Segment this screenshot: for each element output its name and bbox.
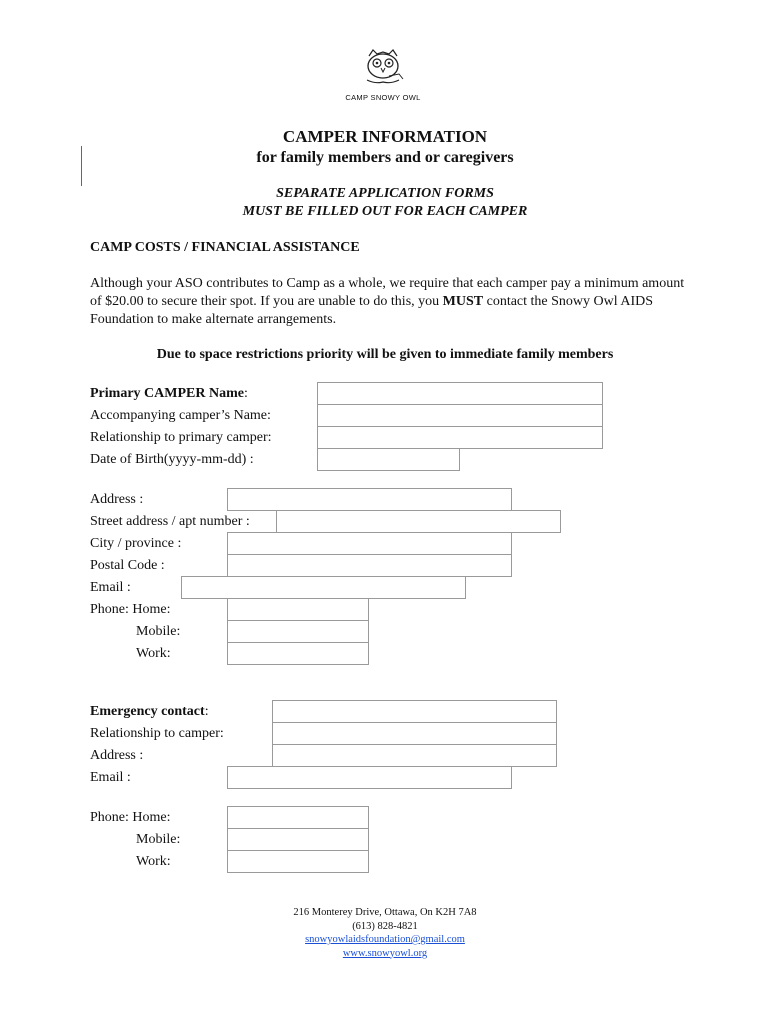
logo-caption: CAMP SNOWY OWL xyxy=(345,93,421,102)
emergency-email-label: Email : xyxy=(90,770,131,785)
primary-camper-label xyxy=(90,385,248,403)
emergency-address-label: Address : xyxy=(90,748,144,763)
emergency-phone-home-field[interactable] xyxy=(227,806,369,829)
costs-paragraph-emphasis: MUST xyxy=(442,294,484,309)
notice-line-2: MUST BE FILLED OUT FOR EACH CAMPER xyxy=(242,204,528,219)
page-subtitle: for family members and or caregivers xyxy=(256,149,514,166)
costs-paragraph xyxy=(90,275,690,329)
primary-camper-label-colon: : xyxy=(243,386,248,401)
city-label: City / province : xyxy=(90,536,182,551)
owl-logo-icon xyxy=(345,46,421,92)
emergency-relationship-label: Relationship to camper: xyxy=(90,726,224,741)
dob-label: Date of Birth(yyyy-mm-dd) : xyxy=(90,452,254,467)
emergency-contact-label-text: Emergency contact xyxy=(90,704,205,719)
emergency-phone-mobile-field[interactable] xyxy=(227,828,369,851)
email-label: Email : xyxy=(90,580,131,595)
costs-heading: CAMP COSTS / FINANCIAL ASSISTANCE xyxy=(90,240,360,255)
postal-label: Postal Code : xyxy=(90,558,165,573)
footer-phone: (613) 828-4821 xyxy=(352,920,418,932)
relationship-field[interactable] xyxy=(317,426,603,449)
street-field[interactable] xyxy=(276,510,561,533)
footer-address: 216 Monterey Drive, Ottawa, On K2H 7A8 xyxy=(293,907,477,918)
emergency-phone-home-label: Phone: Home: xyxy=(90,810,171,825)
emergency-phone-work-field[interactable] xyxy=(227,850,369,873)
phone-home-field[interactable] xyxy=(227,598,369,621)
footer-website-link[interactable]: www.snowyowl.org xyxy=(342,947,428,959)
costs-paragraph-part2: contact the Snowy Owl AIDS Foundation to make alternate arrangements. xyxy=(90,294,654,327)
relationship-label: Relationship to primary camper: xyxy=(90,430,272,445)
phone-work-field[interactable] xyxy=(227,642,369,665)
primary-camper-label-text: Primary CAMPER Name xyxy=(90,386,244,401)
address-label: Address : xyxy=(90,492,144,507)
accompanying-camper-label: Accompanying camper’s Name: xyxy=(90,408,271,423)
street-label: Street address / apt number : xyxy=(90,514,250,529)
dob-field[interactable] xyxy=(317,448,460,471)
phone-mobile-field[interactable] xyxy=(227,620,369,643)
footer-email-link[interactable]: snowyowlaidsfoundation@gmail.com xyxy=(305,934,465,945)
notice-line-1: SEPARATE APPLICATION FORMS xyxy=(276,186,494,201)
emergency-contact-field[interactable] xyxy=(272,700,557,723)
emergency-contact-label-colon: : xyxy=(204,704,209,719)
phone-work-label: Work: xyxy=(136,646,171,661)
emergency-email-field[interactable] xyxy=(227,766,512,789)
phone-mobile-label: Mobile: xyxy=(136,624,181,639)
costs-paragraph-part1: Although your ASO contributes to Camp as a whole, we require that each camper pay a minimum amount of $20.00 to secure their spot. If you are unable to do this, you xyxy=(90,276,685,309)
address-field[interactable] xyxy=(227,488,512,511)
emergency-phone-work-label: Work: xyxy=(136,854,171,869)
emergency-relationship-field[interactable] xyxy=(272,722,557,745)
email-field[interactable] xyxy=(181,576,466,599)
emergency-phone-mobile-label: Mobile: xyxy=(136,832,181,847)
page-title: CAMPER INFORMATION xyxy=(282,127,488,146)
phone-home-label: Phone: Home: xyxy=(90,602,171,617)
emergency-contact-label xyxy=(90,703,209,721)
priority-note: Due to space restrictions priority will be given to immediate family members xyxy=(156,347,614,362)
postal-field[interactable] xyxy=(227,554,512,577)
accompanying-camper-name-field[interactable] xyxy=(317,404,603,427)
emergency-address-field[interactable] xyxy=(272,744,557,767)
logo xyxy=(345,46,421,106)
primary-camper-name-field[interactable] xyxy=(317,382,603,405)
city-field[interactable] xyxy=(227,532,512,555)
